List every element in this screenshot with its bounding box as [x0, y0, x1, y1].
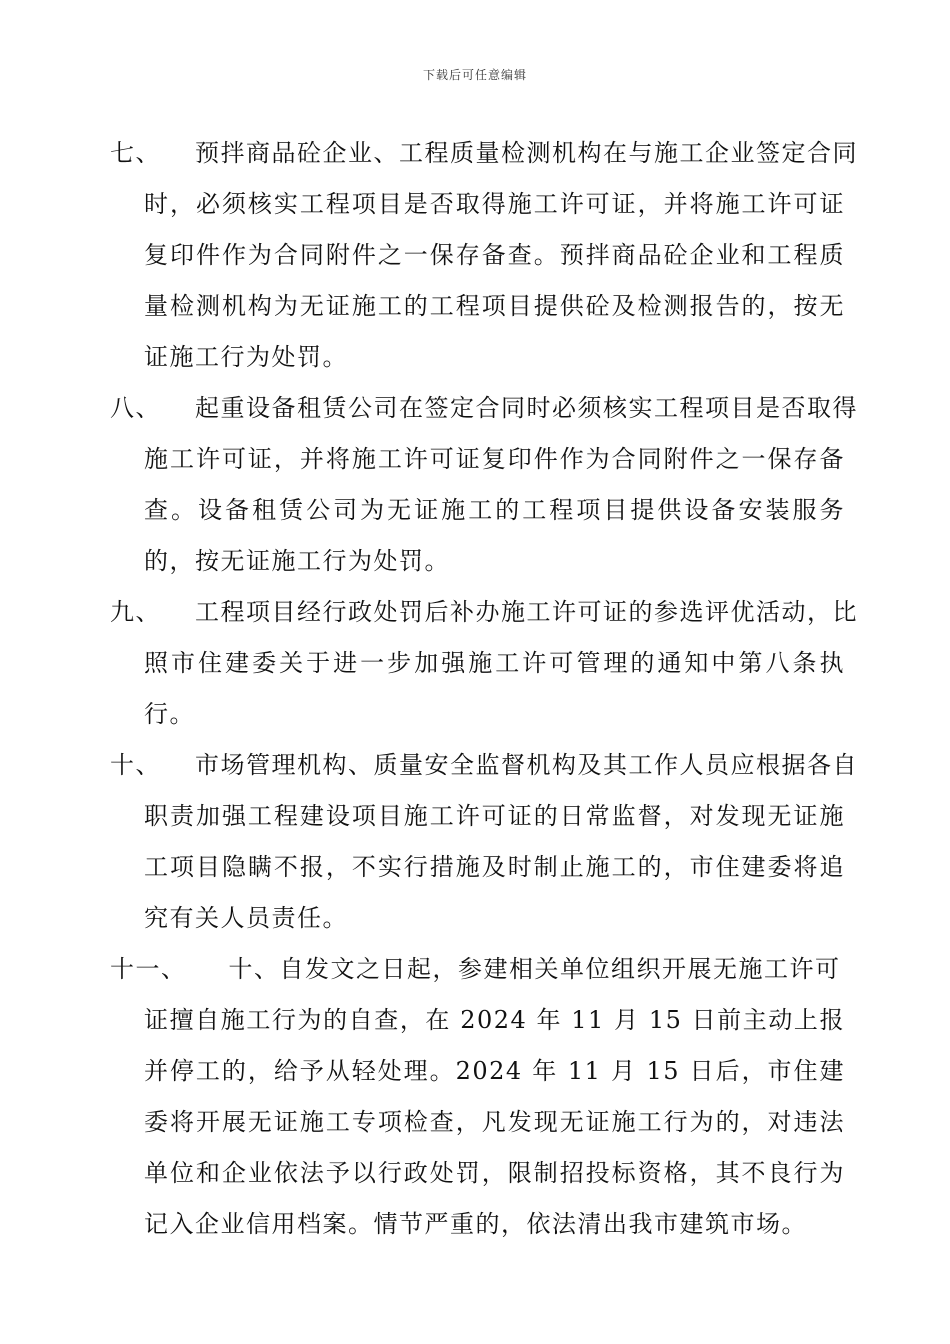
page-header-note: 下载后可任意编辑 [422, 68, 527, 82]
item-text: 职责加强工程建设项目施工许可证的日常监督，对发现无证施工项目隐瞒不报，不实行措施及时制止施工的，市住建委将追究有关人员责任。 [144, 802, 845, 932]
list-item-11 [110, 944, 845, 1250]
item-number: 七、 预拌商品砼企业、工程质量检测机构在与施工企业签定合同 [110, 139, 858, 167]
list-item-9 [110, 587, 858, 740]
document-body [110, 128, 858, 1250]
item-lead: 市场管理机构、质量安全监督机构及其工作人员应根据各自 [195, 751, 858, 779]
list-item-7 [110, 128, 858, 383]
item-number: 八、 起重设备租赁公司在签定合同时必须核实工程项目是否取得 [110, 394, 858, 422]
item-text: 施工许可证，并将施工许可证复印件作为合同附件之一保存备查。设备租赁公司为无证施工的工程项目提供设备安装服务的，按无证施工行为处罚。 [144, 445, 845, 575]
item-text: 时，必须核实工程项目是否取得施工许可证，并将施工许可证复印件作为合同附件之一保存备查。预拌商品砼企业和工程质量检测机构为无证施工的工程项目提供砼及检测报告的，按无证施工行为处罚。 [144, 190, 845, 371]
item-text: 照市住建委关于进一步加强施工许可管理的通知中第八条执行。 [144, 649, 845, 728]
item-lead: 预拌商品砼企业、工程质量检测机构在与施工企业签定合同 [195, 139, 858, 167]
item-lead: 起重设备租赁公司在签定合同时必须核实工程项目是否取得 [195, 394, 858, 422]
item-number: 九、 工程项目经行政处罚后补办施工许可证的参选评优活动，比 [110, 598, 858, 626]
list-item-8 [110, 383, 858, 587]
item-number: 十一、 十、自发文之日起，参建相关单位组织开展无施工许可 [110, 955, 841, 983]
item-lead: 工程项目经行政处罚后补办施工许可证的参选评优活动，比 [195, 598, 858, 626]
list-item-10 [110, 740, 858, 944]
item-lead: 十、自发文之日起，参建相关单位组织开展无施工许可 [228, 955, 841, 983]
item-number: 十、 市场管理机构、质量安全监督机构及其工作人员应根据各自 [110, 751, 858, 779]
item-text: 证擅自施工行为的自查，在 2024 年 11 月 15 日前主动上报并停工的，给予从轻处理。2024 年 11 月 15 日后，市住建委将开展无证施工专项检查，凡发现无证施工行为的，对违法单位和企业依法予以行政处罚，限制招投标资格，其不良行为记入企业信用档案。情节严重的，依法清出我市建筑市场。 [144, 1006, 845, 1238]
